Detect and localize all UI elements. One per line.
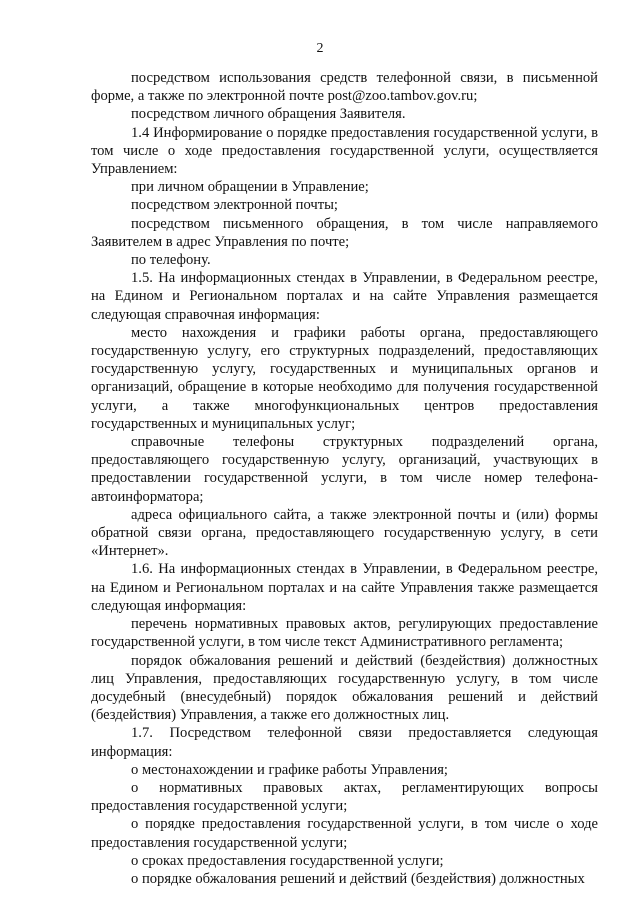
paragraph: адреса официального сайта, а также электронной почты и (или) формы обратной связи органа, предоставляющего государственную услугу, в сети «Интернет».: [91, 506, 598, 560]
paragraph: посредством использования средств телефонной связи, в письменной форме, а также по электронной почте post@zoo.tambov.gov.ru;: [91, 70, 598, 105]
paragraph: по телефону.: [131, 252, 211, 269]
paragraph: 1.4 Информирование о порядке предоставления государственной услуги, в том числе о ходе предоставления государственной услуги, осуществляется Управлением:: [91, 124, 598, 178]
document-body: [91, 69, 598, 888]
paragraph: порядок обжалования решений и действий (бездействия) должностных лиц Управления, предоставляющих государственную услугу, в том числе досудебный (внесудебный) порядок обжалования решений и действий (бездействия) Управления, а также его должностных лиц.: [91, 652, 598, 724]
paragraph: о местонахождении и графике работы Управления;: [131, 761, 448, 778]
paragraph: справочные телефоны структурных подразделений органа, предоставляющего государственную услугу, организаций, участвующих в предоставлении государственной услуги, в том числе номер телефона-автоинформатора;: [91, 434, 598, 505]
paragraph: 1.6. На информационных стендах в Управлении, в Федеральном реестре, на Едином и Региональном порталах и на сайте Управления также размещается следующая информация:: [91, 561, 598, 614]
paragraph: посредством письменного обращения, в том числе направляемого Заявителем в адрес Управления по почте;: [91, 215, 598, 250]
paragraph: о сроках предоставления государственной услуги;: [131, 852, 444, 869]
paragraph: место нахождения и графики работы органа, предоставляющего государственную услугу, его структурных подразделений, предоставляющих государственную услугу, государственных и муниципальных органов и организаций, обращение в которые необходимо для получения государственной услуги, а также многофункциональных центров предоставления государственных и муниципальных услуг;: [91, 324, 598, 432]
paragraph: посредством личного обращения Заявителя.: [131, 106, 406, 123]
paragraph: при личном обращении в Управление;: [131, 179, 369, 196]
page-number: 2: [316, 41, 324, 56]
paragraph: о порядке обжалования решений и действий (бездействия) должностных: [131, 870, 585, 887]
paragraph: 1.7. Посредством телефонной связи предоставляется следующая информация:: [91, 725, 598, 760]
paragraph: 1.5. На информационных стендах в Управлении, в Федеральном реестре, на Едином и Региональном порталах и на сайте Управления размещается следующая справочная информация:: [91, 270, 598, 323]
paragraph: перечень нормативных правовых актов, регулирующих предоставление государственной услуги, в том числе текст Административного регламента;: [91, 616, 598, 651]
paragraph: о порядке предоставления государственной услуги, в том числе о ходе предоставления государственной услуги;: [91, 816, 598, 851]
paragraph: о нормативных правовых актах, регламентирующих вопросы предоставления государственной услуги;: [91, 779, 598, 815]
paragraph: посредством электронной почты;: [131, 197, 338, 214]
